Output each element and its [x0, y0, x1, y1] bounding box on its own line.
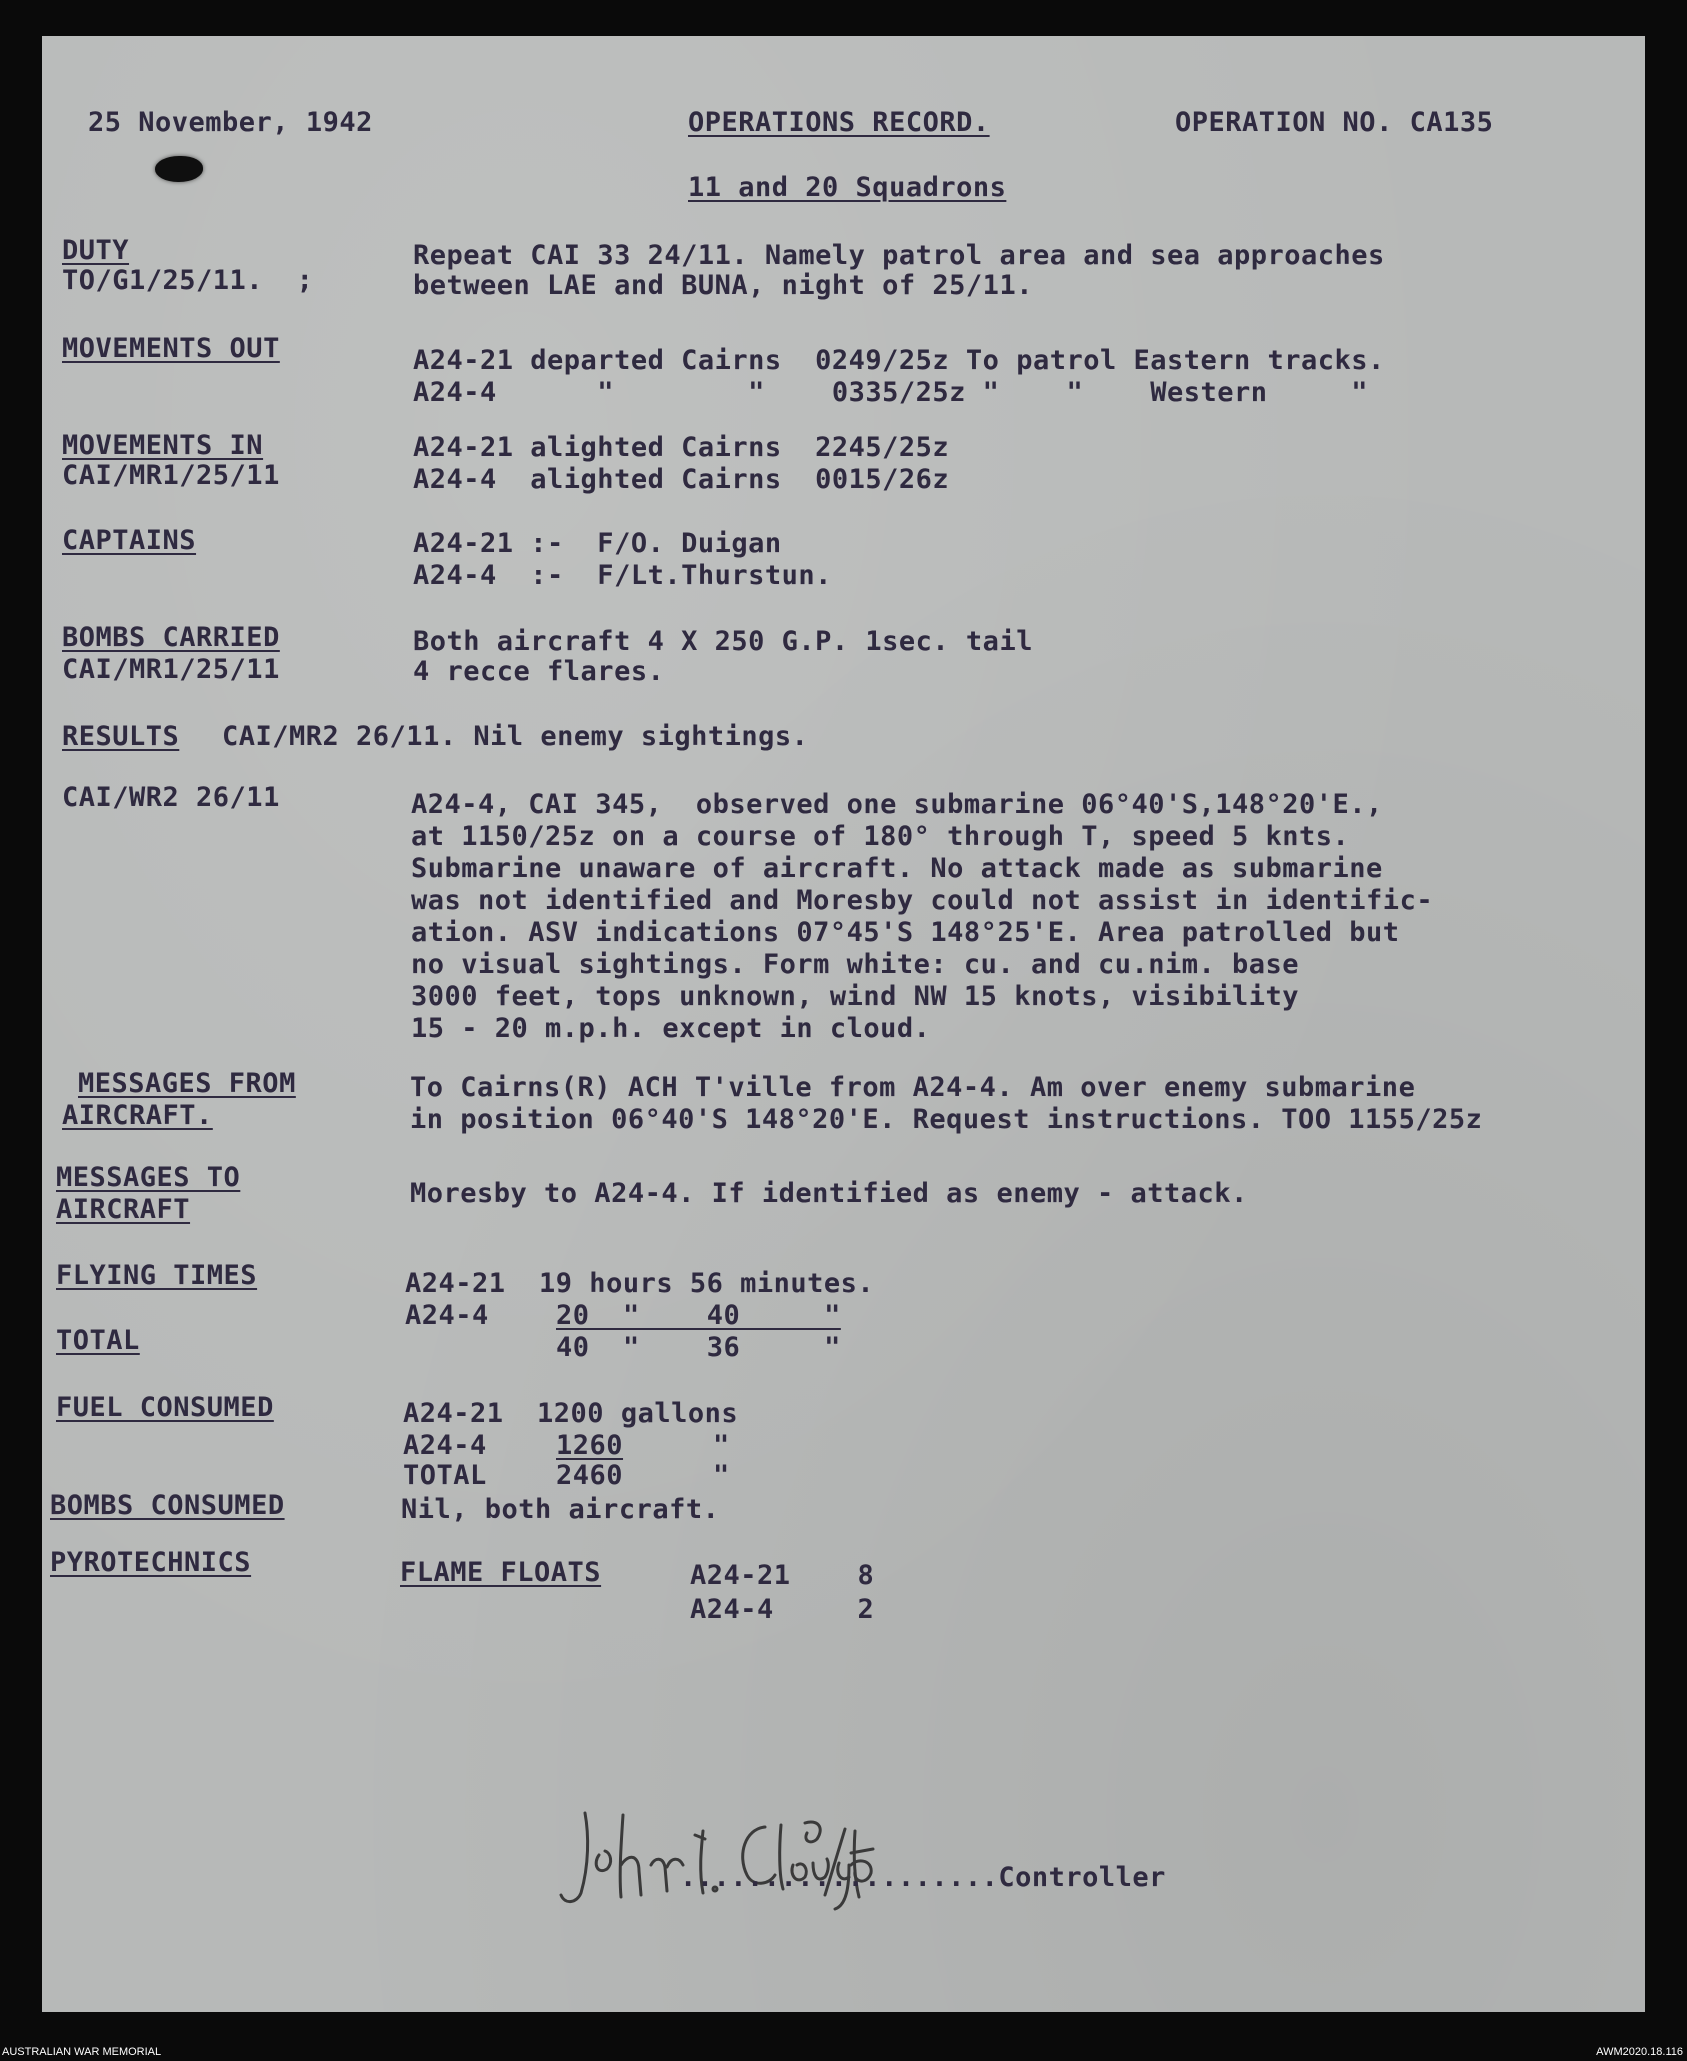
- bombs-consumed-text: Nil, both aircraft.: [401, 1494, 720, 1525]
- duty-line-2: between LAE and BUNA, night of 25/11.: [413, 270, 1033, 301]
- messages-to-label: MESSAGES TO: [56, 1162, 241, 1193]
- flame-floats-row-2: A24-4 2: [690, 1594, 875, 1625]
- pyrotechnics-label: PYROTECHNICS: [50, 1547, 252, 1578]
- movements-in-line-2: A24-4 alighted Cairns 0015/26z: [413, 464, 950, 495]
- archive-reference: AWM2020.18.116: [1596, 2046, 1683, 2058]
- results-label: RESULTS: [62, 721, 180, 752]
- wr2-line: 15 - 20 m.p.h. except in cloud.: [411, 1013, 931, 1044]
- captains-label: CAPTAINS: [62, 525, 197, 556]
- controller-signature: [555, 1805, 885, 1915]
- movements-in-label: MOVEMENTS IN: [62, 430, 264, 461]
- bombs-carried-line-1: Both aircraft 4 X 250 G.P. 1sec. tail: [413, 626, 1033, 657]
- bombs-carried-label: BOMBS CARRIED: [62, 622, 280, 653]
- messages-from-label-2: AIRCRAFT.: [62, 1100, 213, 1131]
- punch-hole: [155, 156, 203, 182]
- bombs-carried-line-2: 4 recce flares.: [413, 656, 665, 687]
- squadrons-heading: 11 and 20 Squadrons: [688, 172, 1007, 203]
- flame-floats-row-1: A24-21 8: [690, 1560, 875, 1591]
- flying-row-2: 20 " 40 ": [556, 1300, 841, 1331]
- flame-floats-label: FLAME FLOATS: [400, 1557, 602, 1588]
- results-text: CAI/MR2 26/11. Nil enemy sightings.: [222, 721, 809, 752]
- wr2-line: Submarine unaware of aircraft. No attack made as submarine: [411, 853, 1383, 884]
- movements-in-line-1: A24-21 alighted Cairns 2245/25z: [413, 432, 950, 463]
- fuel-total-ditto: ": [713, 1460, 730, 1491]
- captains-line-2: A24-4 :- F/Lt.Thurstun.: [413, 560, 832, 591]
- fuel-total-value: 2460: [556, 1460, 624, 1491]
- fuel-row-2-aircraft: A24-4: [403, 1430, 487, 1461]
- fuel-row-2-value: 1260: [556, 1430, 624, 1461]
- wr2-line: no visual sightings. Form white: cu. and cu.nim. base: [411, 949, 1300, 980]
- movements-out-label: MOVEMENTS OUT: [62, 333, 280, 364]
- fuel-row-2-ditto: ": [713, 1430, 730, 1461]
- duty-line-1: Repeat CAI 33 24/11. Namely patrol area and sea approaches: [413, 240, 1385, 271]
- fuel-consumed-label: FUEL CONSUMED: [56, 1392, 274, 1423]
- flying-total-label: TOTAL: [56, 1325, 140, 1356]
- messages-to-line-1: Moresby to A24-4. If identified as enemy - attack.: [410, 1178, 1248, 1209]
- flying-row-2-aircraft: A24-4: [405, 1300, 489, 1331]
- wr2-line: 3000 feet, tops unknown, wind NW 15 knots, visibility: [411, 981, 1300, 1012]
- wr2-reference: CAI/WR2 26/11: [62, 782, 280, 813]
- wr2-line: ation. ASV indications 07°45'S 148°25'E. Area patrolled but: [411, 917, 1400, 948]
- messages-to-label-2: AIRCRAFT: [56, 1194, 191, 1225]
- archive-credit: AUSTRALIAN WAR MEMORIAL: [2, 2046, 162, 2058]
- bombs-consumed-label: BOMBS CONSUMED: [50, 1490, 285, 1521]
- movements-out-line-2: A24-4 " " 0335/25z " " Western ": [413, 377, 1369, 408]
- wr2-line: A24-4, CAI 345, observed one submarine 06°40'S,148°20'E.,: [411, 789, 1383, 820]
- bombs-carried-reference: CAI/MR1/25/11: [62, 654, 280, 685]
- wr2-line: was not identified and Moresby could not assist in identific-: [411, 885, 1434, 916]
- flying-row-3-total: 40 " 36 ": [556, 1332, 841, 1363]
- operation-number: OPERATION NO. CA135: [1175, 107, 1494, 138]
- fuel-total-label: TOTAL: [403, 1460, 487, 1491]
- flying-times-label: FLYING TIMES: [56, 1260, 258, 1291]
- document-title: OPERATIONS RECORD.: [688, 107, 990, 138]
- document-date: 25 November, 1942: [88, 107, 373, 138]
- movements-in-reference: CAI/MR1/25/11: [62, 460, 280, 491]
- flying-row-1: A24-21 19 hours 56 minutes.: [405, 1268, 875, 1299]
- captains-line-1: A24-21 :- F/O. Duigan: [413, 528, 782, 559]
- messages-from-line-1: To Cairns(R) ACH T'ville from A24-4. Am over enemy submarine: [410, 1072, 1416, 1103]
- fuel-row-1: A24-21 1200 gallons: [403, 1398, 739, 1429]
- messages-from-line-2: in position 06°40'S 148°20'E. Request instructions. TOO 1155/25z: [410, 1104, 1483, 1135]
- duty-reference: TO/G1/25/11. ;: [62, 265, 314, 296]
- movements-out-line-1: A24-21 departed Cairns 0249/25z To patrol Eastern tracks.: [413, 345, 1385, 376]
- messages-from-label: MESSAGES FROM: [78, 1068, 296, 1099]
- controller-line: ...................Controller: [680, 1862, 1166, 1893]
- wr2-line: at 1150/25z on a course of 180° through T, speed 5 knts.: [411, 821, 1350, 852]
- duty-label: DUTY: [62, 235, 130, 266]
